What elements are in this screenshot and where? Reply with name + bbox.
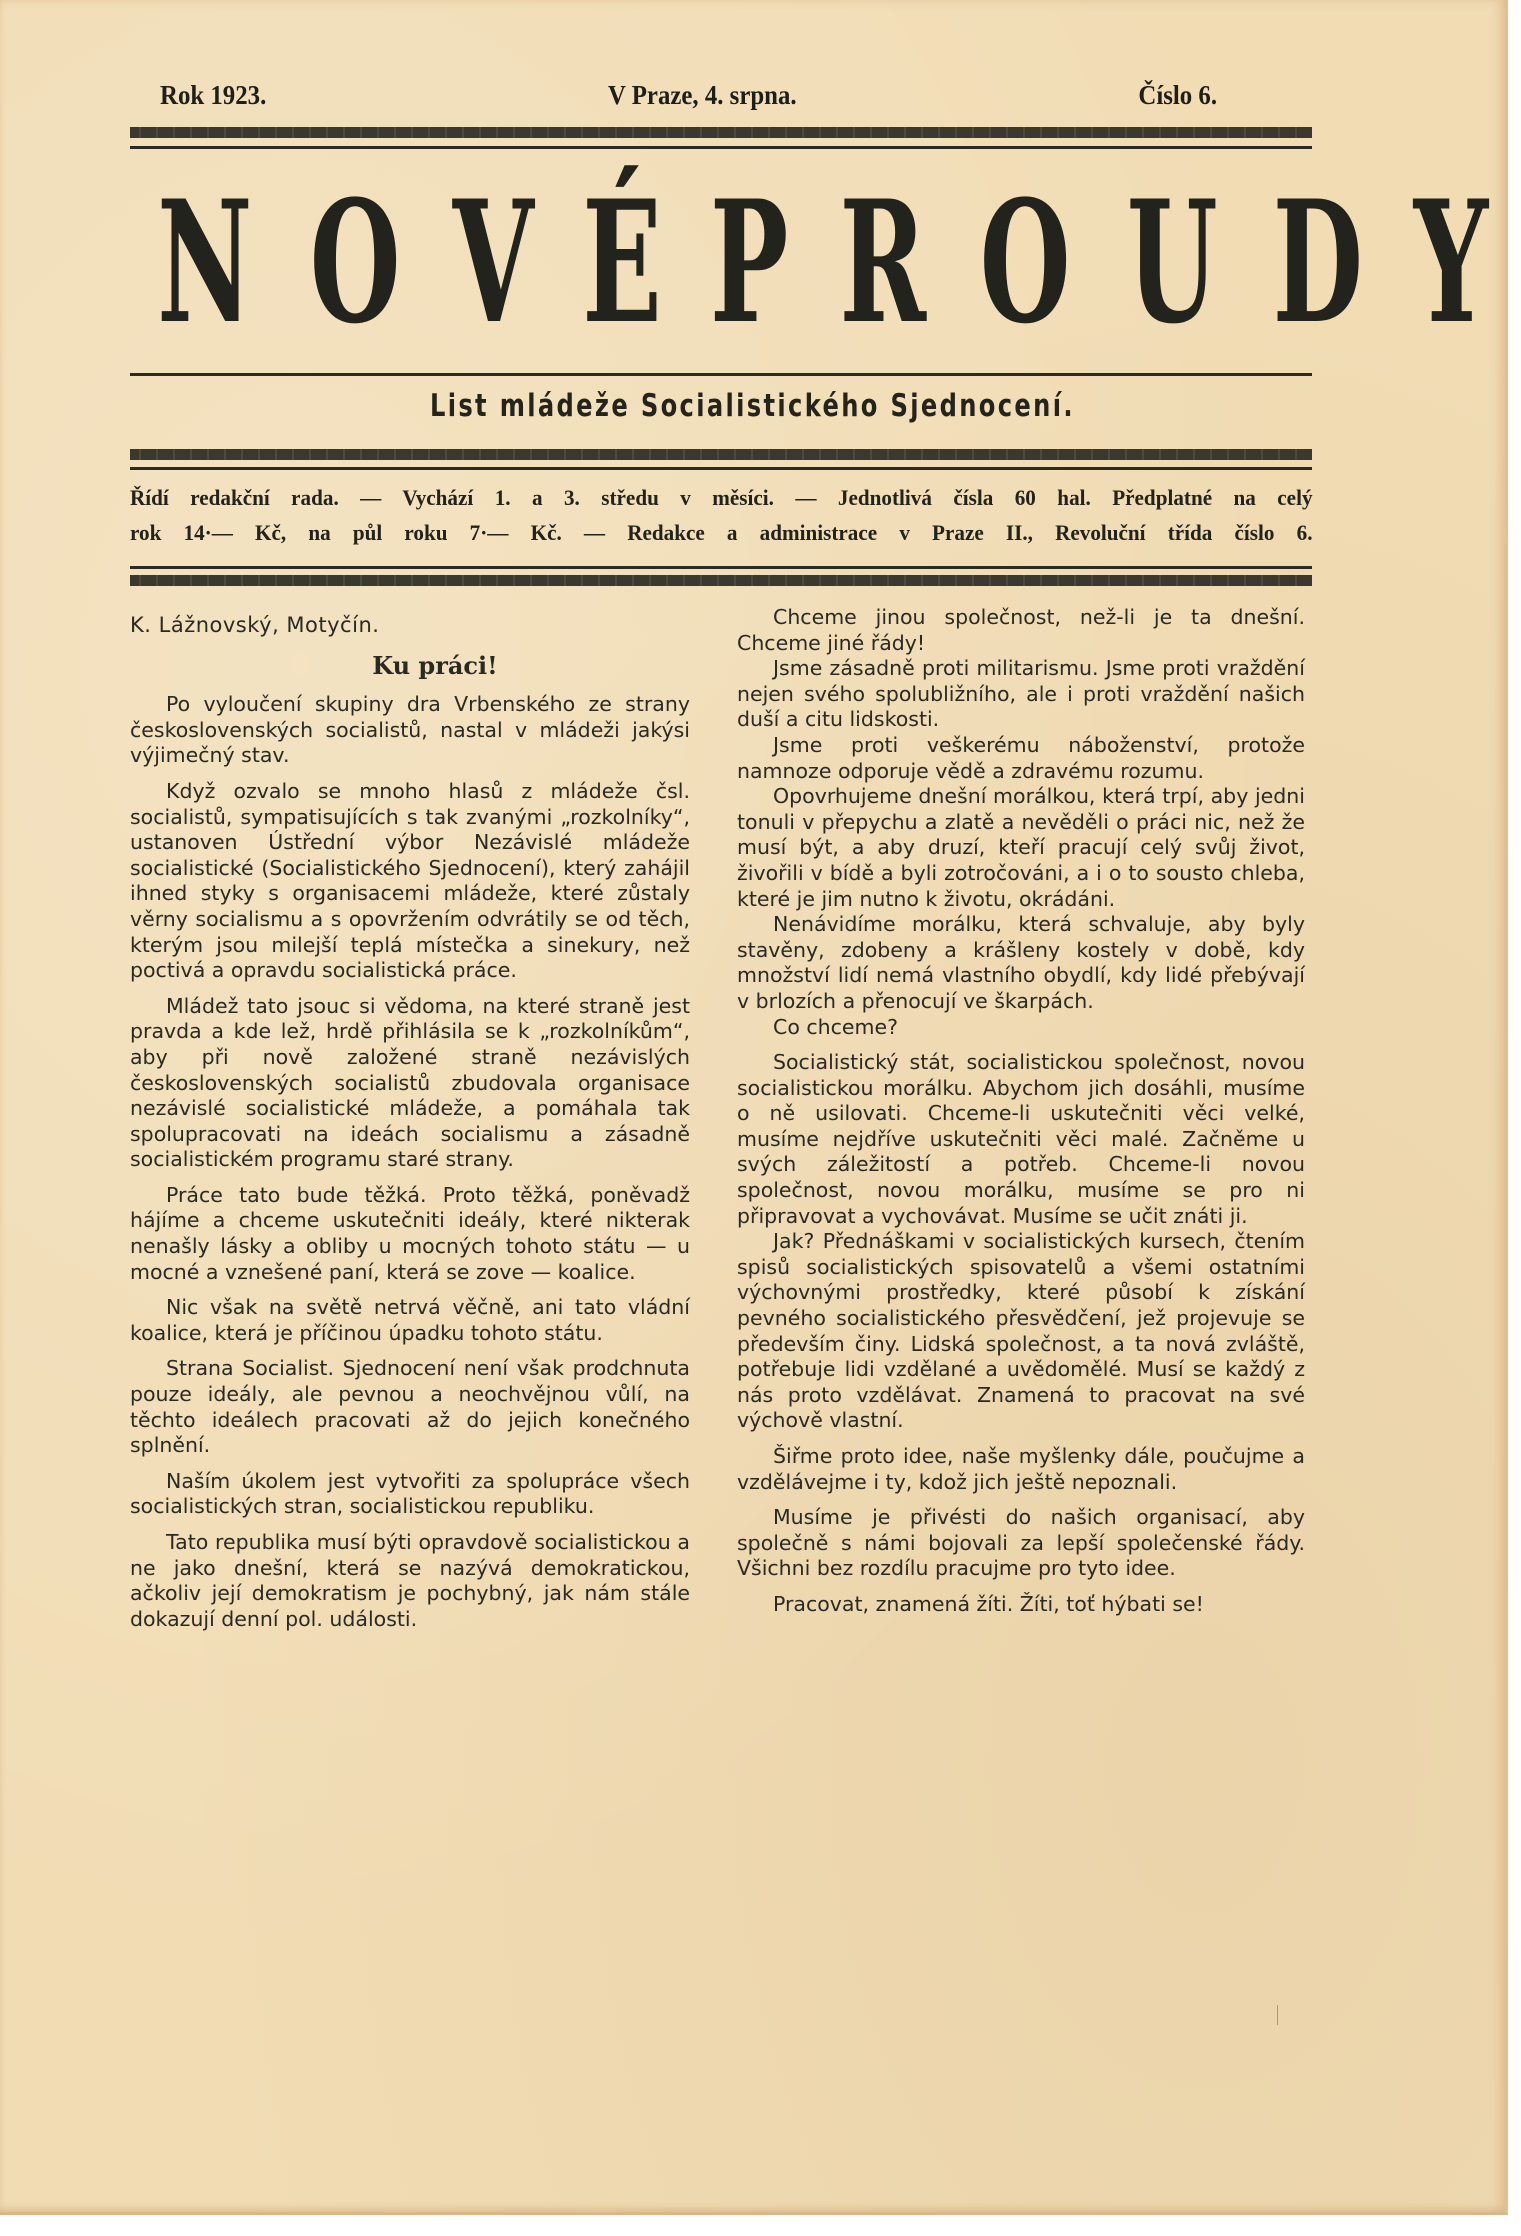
column-left [130,605,690,1642]
paragraph: Musíme je přivésti do našich organisací, aby společně s námi bojovali za lepší společenské řády. Všichni bez rozdílu pracujme pro tyto idee. [737,1505,1305,1581]
rule-thin-top [130,146,1312,149]
paragraph: Když ozvalo se mnoho hlasů z mládeže čsl. socialistů, sympatisujících s tak zvanými „rozkolníky“, ustanoven Ústřední výbor Nezávislé mládeže socialistické (Socialistického Sjednocení), který zahájil ihned styky s organisacemi mládeže, které zůstaly věrny socialismu a s opovržením odvrátily se od těch, kterým jsou milejší teplá místečka a sinekury, než poctivá a opravdu socialistická práce. [130,778,690,983]
pencil-mark [1277,2005,1278,2025]
masthead-letter: Y [1413,163,1488,361]
paragraph: Pracovat, znamená žíti. Žíti, toť hýbati se! [773,1591,1204,1616]
masthead-letter: P [710,163,789,361]
paragraph: Naším úkolem jest vytvořiti za spolupráce všech socialistických stran, socialistickou republiku. [130,1468,690,1519]
column-right [737,605,1305,1628]
masthead-title [128,163,1488,361]
year: Rok 1923. [160,80,267,110]
paragraph: Nic však na světě netrvá věčně, ani tato vládní koalice, která je příčinou úpadku tohoto státu. [130,1295,690,1345]
article-title: Ku práci! [372,650,498,680]
paragraph: Práce tato bude těžká. Proto těžká, poněvadž hájíme a chceme uskutečniti ideály, které nikterak nenašly lásky a obliby u mocných tohoto státu — u mocné a vznešené paní, která se zove — koalice. [130,1182,690,1284]
paragraph: Šiřme proto idee, naše myšlenky dále, poučujme a vzdělávejme i ty, kdož jich ještě nepoznali. [737,1444,1305,1494]
masthead-letter: D [1272,163,1364,361]
issue-number: Číslo 6. [1138,80,1218,110]
masthead-letter: R [839,163,926,361]
paragraph: Jsme proti veškerému náboženství, protože namnoze odporuje vědě a zdravému rozumu. [737,732,1305,783]
article-author: K. Lážnovský, Motyčín. [130,613,380,637]
masthead-letter: O [309,163,401,361]
paragraph: Strana Socialist. Sjednocení není však prodchnuta pouze ideály, ale pevnou a neochvějnou vůlí, na těchto ideálech pracovati až do jejich konečného splnění. [130,1356,690,1458]
subtitle [0,388,1505,424]
info-line-2: rok 14·— Kč, na půl roku 7·— Kč. — Redakce a administrace v Praze II., Revoluční třída číslo 6. [130,520,1313,545]
rule-thick-bottom [130,575,1312,586]
rule-thin-bottom [130,566,1312,569]
paragraph: Opovrhujeme dnešní morálkou, která trpí, aby jedni tonuli v přepychu a zlatě a nevěděli o práci nic, než že musí být, a aby druzí, kteří pracují celý svůj život, živořili v bídě a byli zotročováni, a i o to sousto chleba, které je jim nutno k životu, okrádáni. [737,784,1305,911]
place-date: V Praze, 4. srpna. [608,80,797,110]
subtitle-text: List mládeže Socialistického Sjednocení. [430,388,1075,424]
paragraph: Jak? Přednáškami v socialistických kursech, čtením spisů socialistických spisovatelů a všemi ostatními výchovnými prostředky, které působí k získání pevného socialistického přesvědčení, jež projevuje se především činy. Lidská společnost, a ta nová zvláště, potřebuje lidi vzdělané a uvědomělé. Musí se každý z nás proto vzdělávat. Znamená to pracovat na své výchově vlastní. [737,1229,1305,1433]
publication-info [130,480,1312,550]
rule-thick-mid [130,449,1312,460]
masthead-letter: U [1126,163,1218,361]
paragraph: Po vyloučení skupiny dra Vrbenského ze strany československých socialistů, nastal v mládeži jakýsi výjimečný stav. [130,692,690,768]
masthead-letter: V [452,163,534,361]
paragraph: Mládež tato jsouc si vědoma, na které straně jest pravda a kde lež, hrdě přihlásila se k „rozkolníkům“, aby při nově založené straně nezávislých československých socialistů zbudovala organisace nezávislé socialistické mládeže, a pomáhala tak spolupracovati na ideách socialismu a zásadně socialistickém programu staré strany. [130,993,690,1172]
rule-thin-mid [130,467,1312,470]
masthead-letter: O [980,163,1071,361]
dateline [160,80,1217,120]
info-line-1: Řídí redakční rada. — Vychází 1. a 3. středu v měsíci. — Jednotlivá čísla 60 hal. Předplatné na celý [130,485,1313,510]
paragraph: Socialistický stát, socialistickou společnost, novou socialistickou morálku. Abychom jich dosáhli, musíme o ně usilovati. Chceme-li uskutečniti věci velké, musíme nejdříve uskutečniti věci malé. Začněme u svých záležitostí a potřeb. Chceme-li novou společnost, novou morálku, musíme se pro ni připravovat a vychovávat. Musíme se učit znáti ji. [737,1050,1305,1228]
masthead-letter: N [157,163,253,361]
rule-thick-top [130,127,1312,138]
paragraph: Co chceme? [773,1014,898,1039]
paragraph: Tato republika musí býti opravdově socialistickou a ne jako dnešní, která se nazývá demokratickou, ačkoliv její demokratism je pochybný, jak nám stále dokazují denní pol. události. [130,1530,690,1631]
masthead-letter: É [582,163,662,361]
paragraph: Chceme jinou společnost, než-li je ta dnešní. Chceme jiné řády! [737,605,1305,655]
paragraph: Nenávidíme morálku, která schvaluje, aby byly stavěny, zdobeny a krášleny kostely v době, kdy množství lidí nemá vlastního obydlí, kdy lidé přebývají v brlozích a přenocují ve škarpách. [737,912,1305,1013]
rule-below-masthead [130,373,1312,376]
paragraph: Jsme zásadně proti militarismu. Jsme proti vraždění nejen svého spolubližního, ale i proti vraždění našich duší a citu lidskosti. [737,656,1305,732]
